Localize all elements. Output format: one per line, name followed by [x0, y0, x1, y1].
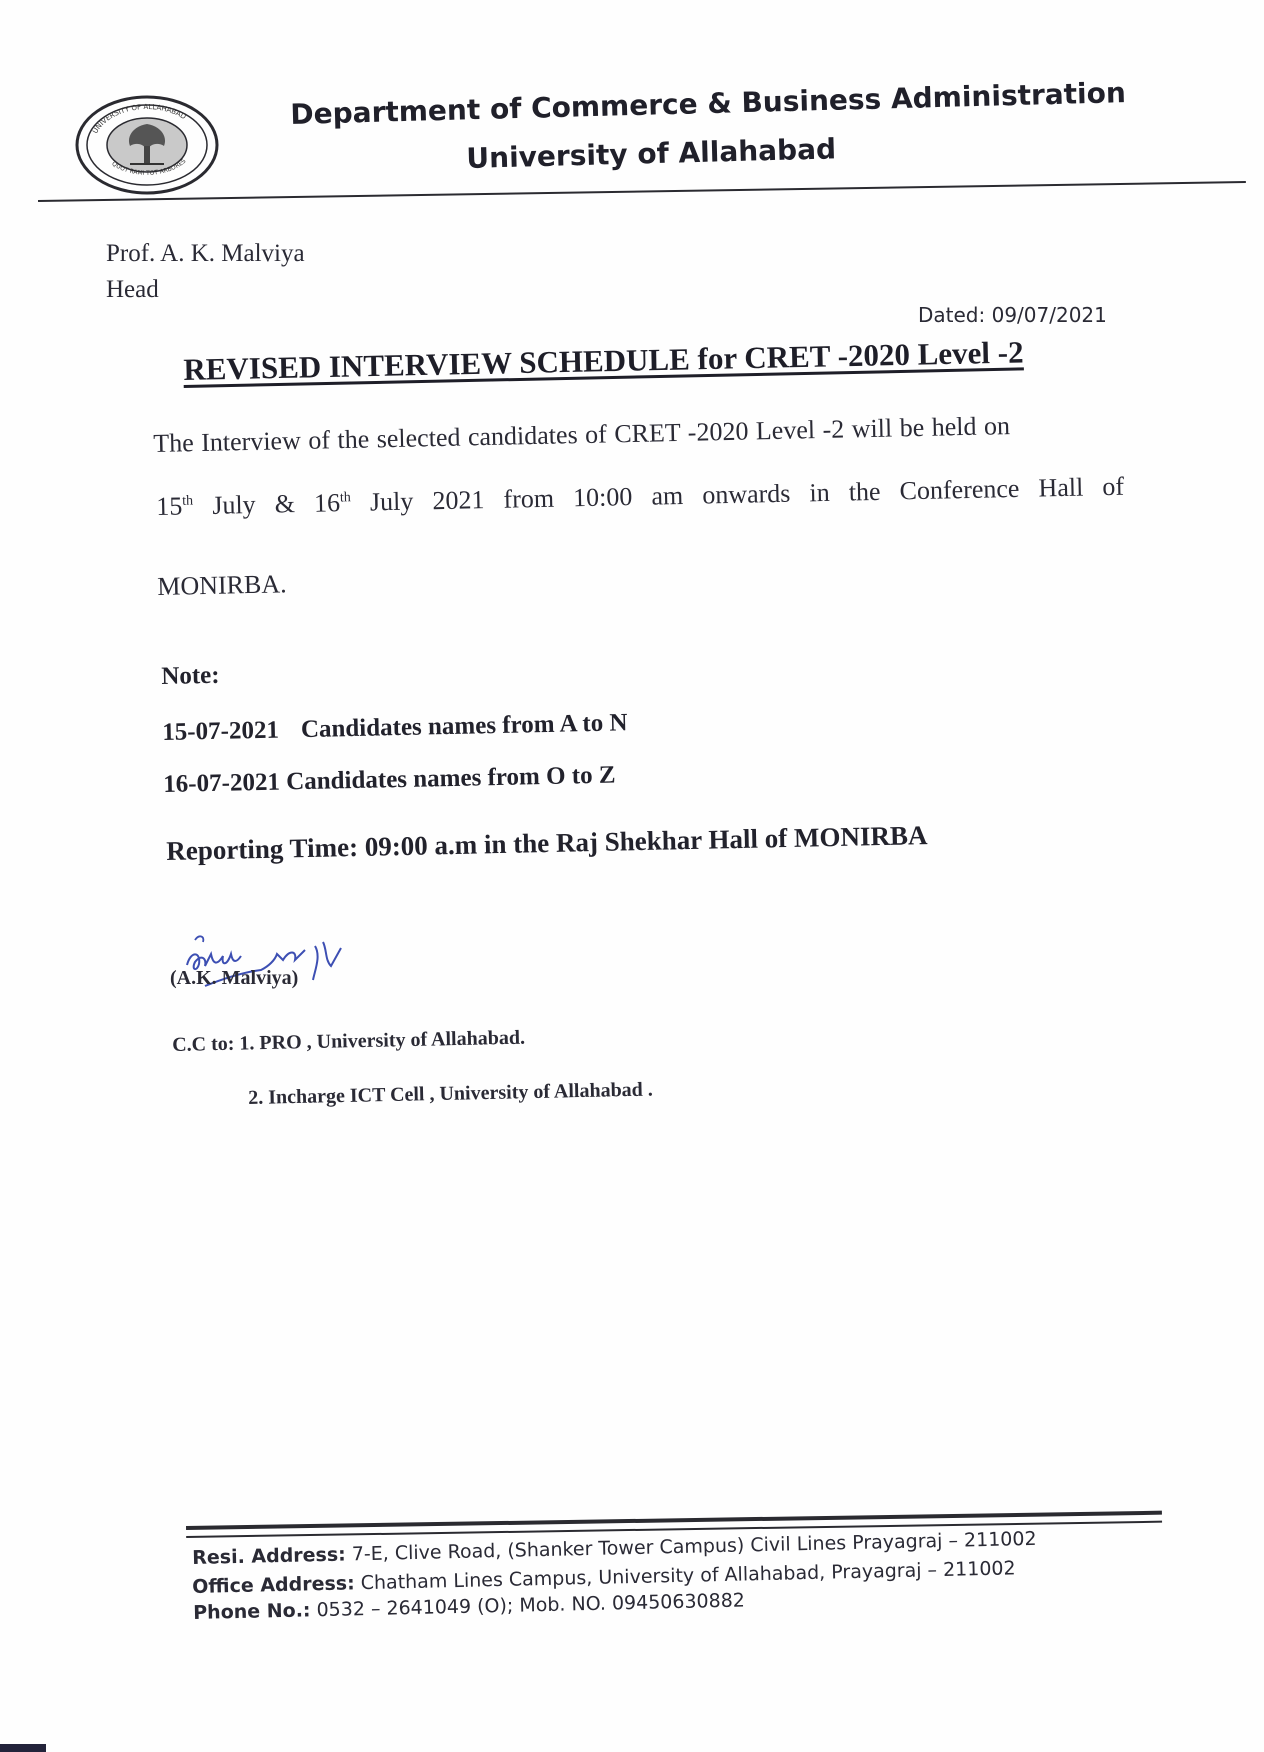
- address-value: Chatham Lines Campus, University of Allahabad, Prayagraj – 211002: [360, 1557, 1016, 1595]
- cc-line-1: C.C to: 1. PRO , University of Allahabad.: [172, 1026, 526, 1056]
- schedule-date: 16-07-2021: [163, 768, 281, 798]
- reporting-time: Reporting Time: 09:00 a.m in the Raj Shekhar Hall of MONIRBA: [166, 820, 928, 866]
- body-word: in: [809, 477, 830, 508]
- svg-text:UNIVERSITY OF ALLAHABAD: UNIVERSITY OF ALLAHABAD: [91, 102, 188, 136]
- schedule-date: 15-07-2021: [162, 716, 280, 746]
- body-word: July: [369, 486, 414, 517]
- body-word: from: [503, 483, 555, 514]
- university-seal-icon: [74, 94, 220, 196]
- department-name: Department of Commerce & Business Administration: [290, 76, 1127, 131]
- schedule-row: [163, 762, 616, 799]
- body-line-3: MONIRBA.: [157, 569, 287, 601]
- body-line-1: The Interview of the selected candidates of CRET -2020 Level -2 will be held on: [153, 411, 1011, 458]
- schedule-text: Candidates names from A to N: [300, 709, 628, 744]
- schedule-row: [162, 709, 628, 747]
- address-value: 7-E, Clive Road, (Shanker Tower Campus) Civil Lines Prayagraj – 211002: [351, 1527, 1037, 1566]
- body-word: &: [274, 489, 296, 519]
- signatory-name: (A.K. Malviya): [170, 967, 299, 989]
- address-label: Office Address:: [192, 1572, 355, 1598]
- cc-line-2: 2. Incharge ICT Cell , University of Allahabad .: [248, 1078, 654, 1109]
- page-title: REVISED INTERVIEW SCHEDULE for CRET -2020 Level -2: [183, 334, 1024, 387]
- body-word: of: [1102, 471, 1125, 502]
- letter-date: Dated: 09/07/2021: [918, 303, 1107, 327]
- phone-value: 0532 – 2641049 (O); Mob. NO. 09450630882: [316, 1589, 746, 1622]
- body-word: 16th: [313, 488, 351, 518]
- body-word: am: [651, 480, 684, 511]
- svg-text:QUOT RAMI TOT ARBORES: QUOT RAMI TOT ARBORES: [110, 157, 188, 177]
- body-word: the: [848, 476, 881, 507]
- body-word: 10:00: [572, 482, 633, 513]
- body-word: Hall: [1038, 472, 1084, 503]
- body-word: 2021: [432, 485, 485, 516]
- body-line-2: [156, 472, 1124, 522]
- body-word: July: [211, 489, 256, 520]
- body-word: 15th: [156, 491, 194, 521]
- body-word: Conference: [899, 473, 1020, 506]
- university-name: University of Allahabad: [466, 132, 837, 175]
- body-word: onwards: [701, 478, 791, 510]
- address-label: Resi. Address:: [192, 1543, 347, 1569]
- note-label: Note:: [161, 661, 220, 690]
- phone-label: Phone No.:: [193, 1599, 311, 1624]
- schedule-text: Candidates names from O to Z: [285, 761, 616, 796]
- sender-designation: Head: [106, 276, 159, 303]
- sender-name: Prof. A. K. Malviya: [106, 240, 305, 267]
- scan-corner-mark: [0, 1744, 46, 1752]
